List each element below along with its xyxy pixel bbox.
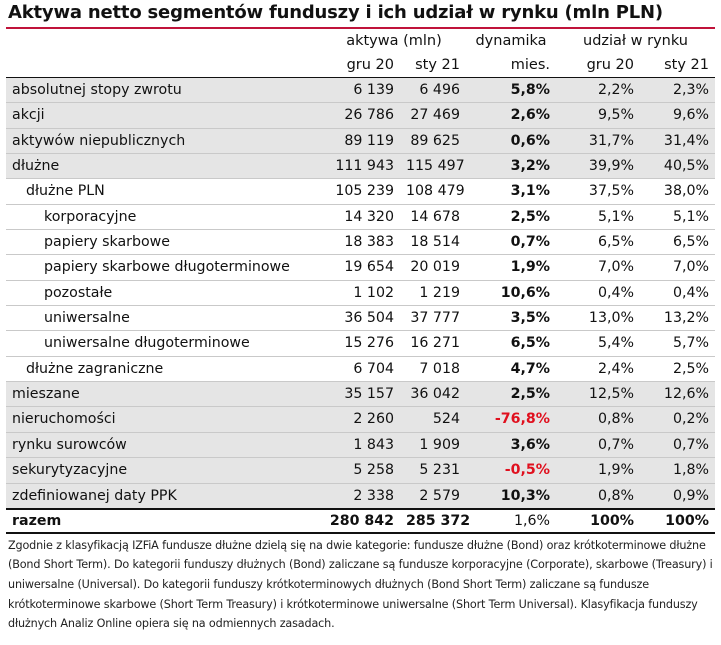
row-label: rynku surowców — [6, 432, 322, 457]
cell-assets-sty21: 89 625 — [400, 128, 466, 153]
cell-dynamics: 3,1% — [466, 179, 556, 204]
row-label: dłużne — [6, 154, 322, 179]
cell-share-gru20: 0,8% — [556, 407, 640, 432]
cell-dynamics: 2,5% — [466, 204, 556, 229]
header-group-dynamics: dynamika — [475, 33, 547, 49]
cell-share-gru20: 7,0% — [556, 255, 640, 280]
row-label: mieszane — [6, 382, 322, 407]
table-row-total — [6, 509, 715, 533]
table-row — [6, 179, 715, 204]
cell-assets-sty21: 1 219 — [400, 280, 466, 305]
cell-share-gru20: 5,4% — [556, 331, 640, 356]
table-row — [6, 306, 715, 331]
cell-assets-sty21: 2 579 — [400, 483, 466, 509]
cell-assets-gru20: 89 119 — [322, 128, 400, 153]
cell-dynamics: -0,5% — [466, 458, 556, 483]
cell-dynamics: 1,9% — [466, 255, 556, 280]
segments-table — [6, 29, 715, 534]
table-row — [6, 356, 715, 381]
cell-assets-sty21: 16 271 — [400, 331, 466, 356]
cell-share-sty21: 13,2% — [640, 306, 715, 331]
cell-dynamics: 5,8% — [466, 78, 556, 103]
table-row — [6, 458, 715, 483]
table-row — [6, 407, 715, 432]
table-row — [6, 255, 715, 280]
header-dynamics-month: mies. — [466, 53, 556, 78]
table-row — [6, 103, 715, 128]
cell-assets-gru20: 14 320 — [322, 204, 400, 229]
cell-share-gru20: 12,5% — [556, 382, 640, 407]
cell-dynamics: 10,6% — [466, 280, 556, 305]
table-row — [6, 78, 715, 103]
cell-share-gru20: 6,5% — [556, 230, 640, 255]
cell-assets-sty21: 7 018 — [400, 356, 466, 381]
cell-assets-gru20: 6 704 — [322, 356, 400, 381]
cell-share-sty21: 1,8% — [640, 458, 715, 483]
cell-assets-gru20: 35 157 — [322, 382, 400, 407]
row-label: aktywów niepublicznych — [6, 128, 322, 153]
cell-assets-gru20: 6 139 — [322, 78, 400, 103]
cell-dynamics: 10,3% — [466, 483, 556, 509]
cell-assets-sty21: 108 479 — [400, 179, 466, 204]
cell-assets-sty21: 524 — [400, 407, 466, 432]
row-label: pozostałe — [6, 280, 322, 305]
cell-assets-sty21: 36 042 — [400, 382, 466, 407]
header-empty-2 — [6, 53, 322, 78]
cell-share-gru20: 31,7% — [556, 128, 640, 153]
table-row — [6, 331, 715, 356]
cell-assets-gru20: 280 842 — [322, 509, 400, 533]
cell-share-gru20: 1,9% — [556, 458, 640, 483]
cell-assets-sty21: 18 514 — [400, 230, 466, 255]
header-group-assets: aktywa (mln) — [346, 33, 442, 49]
table-row — [6, 204, 715, 229]
cell-dynamics: -76,8% — [466, 407, 556, 432]
row-label: dłużne zagraniczne — [6, 356, 322, 381]
table-row — [6, 432, 715, 457]
footnote: Zgodnie z klasyfikacją IZFiA fundusze dłużne dzielą się na dwie kategorie: fundusze dłużne (Bond) oraz krótkoterminowe dłużne (Bond Short Term). Do kategorii funduszy dłużnych (Bond) zaliczane są fundusze korporacyjne (Corporate), skarbowe (Treasury) i uniwersalne (Universal). Do kategorii funduszy krótkoterminowych dłużnych (Bond Short Term) zaliczane są fundusze krótkoterminowe skarbowe (Short Term Treasury) i krótkoterminowe uniwersalne (Short Term Universal). Klasyfikacja funduszy dłużnych Analiz Online opiera się na odmiennych zasadach. — [8, 538, 713, 631]
cell-share-sty21: 5,7% — [640, 331, 715, 356]
header-share-gru20: gru 20 — [556, 53, 640, 78]
cell-assets-gru20: 15 276 — [322, 331, 400, 356]
cell-share-sty21: 0,2% — [640, 407, 715, 432]
cell-share-gru20: 39,9% — [556, 154, 640, 179]
row-label: uniwersalne długoterminowe — [6, 331, 322, 356]
cell-share-sty21: 5,1% — [640, 204, 715, 229]
row-label: papiery skarbowe — [6, 230, 322, 255]
cell-share-sty21: 7,0% — [640, 255, 715, 280]
cell-share-gru20: 9,5% — [556, 103, 640, 128]
cell-assets-sty21: 115 497 — [400, 154, 466, 179]
header-assets-gru20: gru 20 — [322, 53, 400, 78]
cell-assets-gru20: 2 338 — [322, 483, 400, 509]
cell-share-gru20: 0,4% — [556, 280, 640, 305]
row-label: sekurytyzacyjne — [6, 458, 322, 483]
row-label: razem — [6, 509, 322, 533]
cell-dynamics: 3,6% — [466, 432, 556, 457]
cell-share-sty21: 0,4% — [640, 280, 715, 305]
row-label: korporacyjne — [6, 204, 322, 229]
header-group-share: udział w rynku — [583, 33, 688, 49]
table-row — [6, 280, 715, 305]
cell-assets-sty21: 20 019 — [400, 255, 466, 280]
row-label: zdefiniowanej daty PPK — [6, 483, 322, 509]
row-label: akcji — [6, 103, 322, 128]
table-row — [6, 128, 715, 153]
cell-dynamics: 0,7% — [466, 230, 556, 255]
cell-assets-sty21: 14 678 — [400, 204, 466, 229]
row-label: papiery skarbowe długoterminowe — [6, 255, 322, 280]
cell-dynamics: 2,5% — [466, 382, 556, 407]
cell-assets-gru20: 18 383 — [322, 230, 400, 255]
cell-share-sty21: 2,5% — [640, 356, 715, 381]
cell-share-sty21: 100% — [640, 509, 715, 533]
cell-assets-gru20: 1 843 — [322, 432, 400, 457]
row-label: absolutnej stopy zwrotu — [6, 78, 322, 103]
cell-assets-gru20: 36 504 — [322, 306, 400, 331]
cell-share-sty21: 38,0% — [640, 179, 715, 204]
cell-dynamics: 1,6% — [466, 509, 556, 533]
cell-assets-sty21: 37 777 — [400, 306, 466, 331]
cell-assets-gru20: 19 654 — [322, 255, 400, 280]
cell-share-sty21: 31,4% — [640, 128, 715, 153]
cell-share-sty21: 12,6% — [640, 382, 715, 407]
cell-share-gru20: 2,2% — [556, 78, 640, 103]
row-label: dłużne PLN — [6, 179, 322, 204]
cell-share-gru20: 0,7% — [556, 432, 640, 457]
cell-assets-gru20: 111 943 — [322, 154, 400, 179]
table-row — [6, 154, 715, 179]
cell-share-sty21: 6,5% — [640, 230, 715, 255]
cell-share-gru20: 2,4% — [556, 356, 640, 381]
cell-assets-gru20: 105 239 — [322, 179, 400, 204]
header-share-sty21: sty 21 — [640, 53, 715, 78]
cell-share-gru20: 37,5% — [556, 179, 640, 204]
cell-share-sty21: 0,9% — [640, 483, 715, 509]
cell-assets-sty21: 27 469 — [400, 103, 466, 128]
table-row — [6, 382, 715, 407]
cell-share-gru20: 0,8% — [556, 483, 640, 509]
cell-share-gru20: 13,0% — [556, 306, 640, 331]
cell-share-sty21: 0,7% — [640, 432, 715, 457]
cell-dynamics: 6,5% — [466, 331, 556, 356]
cell-assets-sty21: 285 372 — [400, 509, 466, 533]
cell-assets-sty21: 1 909 — [400, 432, 466, 457]
cell-dynamics: 3,5% — [466, 306, 556, 331]
row-label: uniwersalne — [6, 306, 322, 331]
cell-assets-gru20: 5 258 — [322, 458, 400, 483]
cell-dynamics: 0,6% — [466, 128, 556, 153]
cell-assets-sty21: 6 496 — [400, 78, 466, 103]
cell-share-sty21: 9,6% — [640, 103, 715, 128]
cell-dynamics: 3,2% — [466, 154, 556, 179]
cell-share-gru20: 5,1% — [556, 204, 640, 229]
cell-assets-sty21: 5 231 — [400, 458, 466, 483]
header-empty — [6, 29, 322, 53]
cell-share-gru20: 100% — [556, 509, 640, 533]
cell-share-sty21: 40,5% — [640, 154, 715, 179]
cell-dynamics: 2,6% — [466, 103, 556, 128]
header-assets-sty21: sty 21 — [400, 53, 466, 78]
cell-assets-gru20: 26 786 — [322, 103, 400, 128]
cell-assets-gru20: 2 260 — [322, 407, 400, 432]
table-body — [6, 78, 715, 509]
row-label: nieruchomości — [6, 407, 322, 432]
cell-dynamics: 4,7% — [466, 356, 556, 381]
cell-share-sty21: 2,3% — [640, 78, 715, 103]
table-row — [6, 483, 715, 509]
table-row — [6, 230, 715, 255]
table-title: Aktywa netto segmentów funduszy i ich udział w rynku (mln PLN) — [6, 0, 715, 29]
cell-assets-gru20: 1 102 — [322, 280, 400, 305]
